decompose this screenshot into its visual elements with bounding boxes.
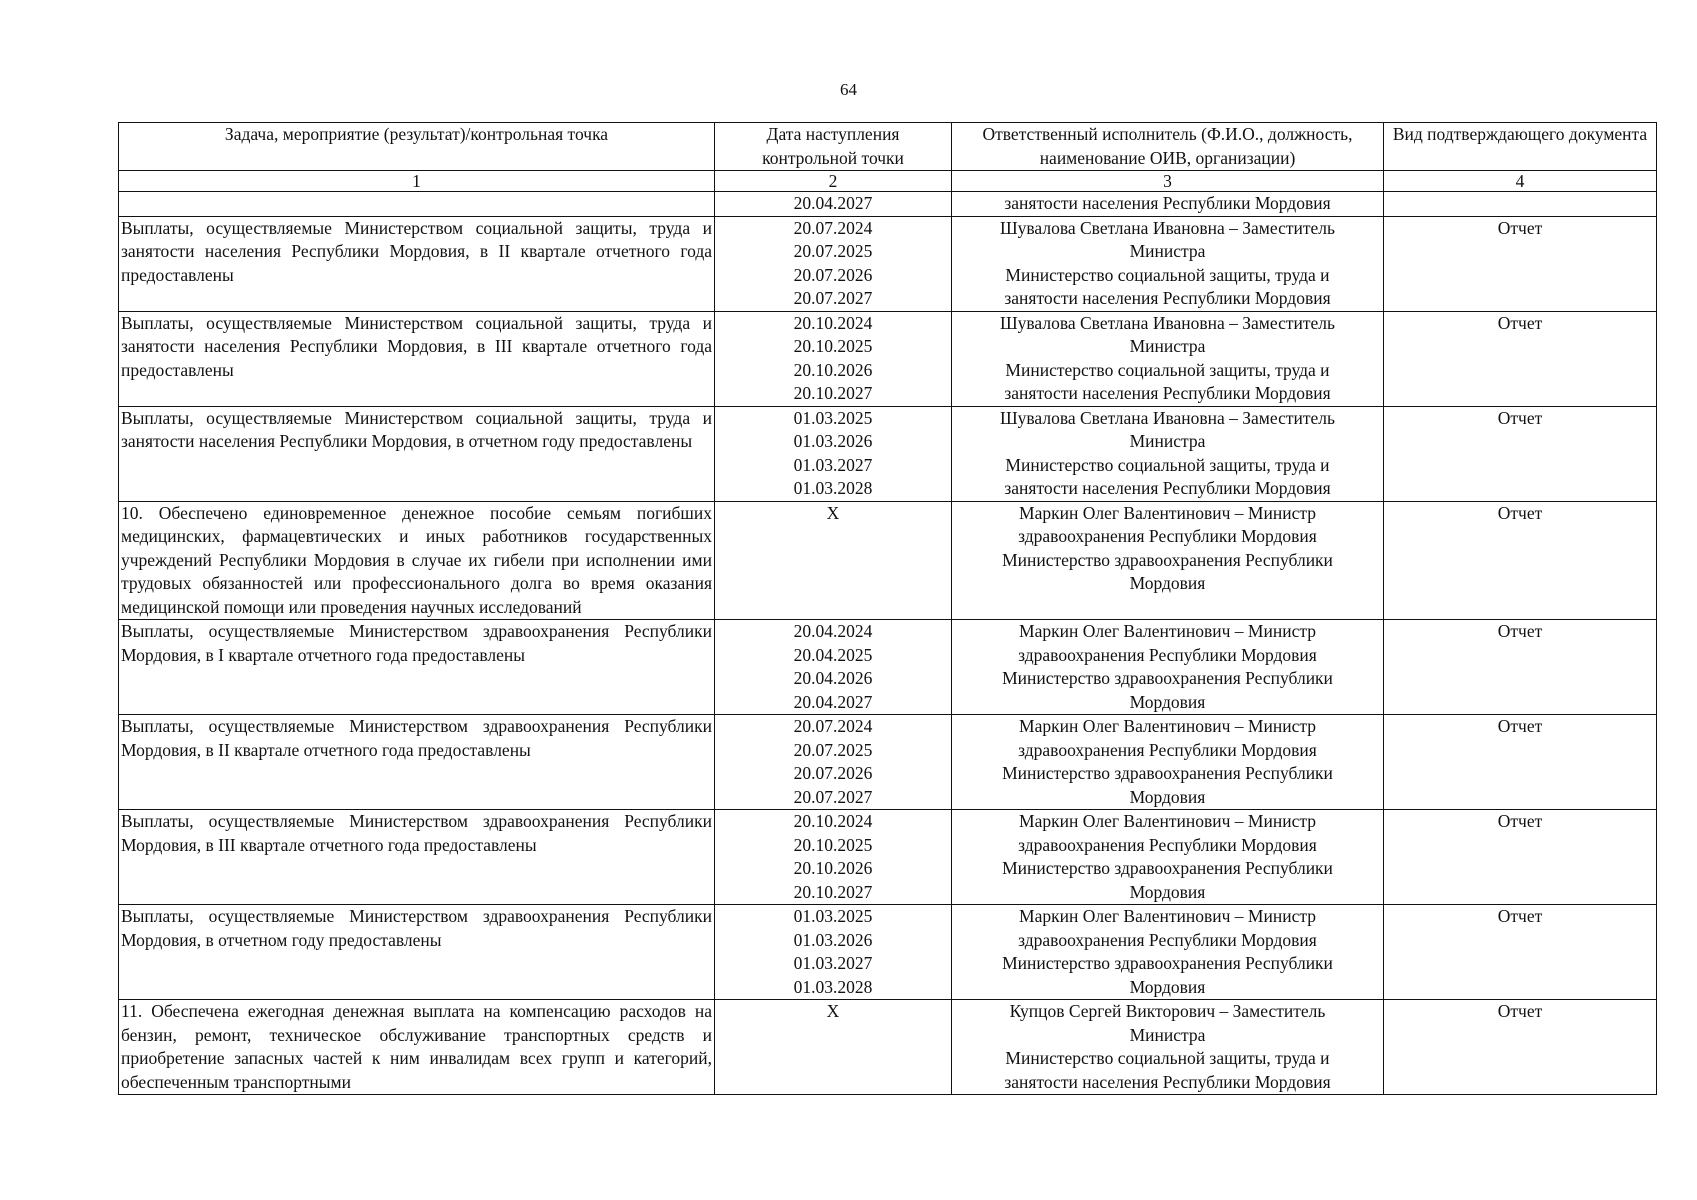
control-date: 01.03.2028 — [793, 976, 873, 997]
responsible-line: занятости населения Республики Мордовия — [1004, 478, 1331, 498]
table-row — [119, 905, 1657, 1000]
control-date: 20.04.2025 — [793, 644, 873, 665]
table-header-row — [119, 123, 1657, 171]
responsible-cell — [952, 620, 1384, 715]
control-date: 20.04.2027 — [793, 193, 873, 213]
responsible-line: Мордовия — [1129, 976, 1206, 997]
responsible-line: занятости населения Республики Мордовия — [1004, 1071, 1331, 1092]
control-date: 01.03.2026 — [793, 431, 873, 451]
table-row — [119, 810, 1657, 905]
page-number: 64 — [840, 80, 857, 99]
responsible-line: Мордовия — [1129, 573, 1206, 593]
date-cell — [715, 192, 952, 217]
control-date: 20.10.2027 — [793, 383, 873, 403]
control-date: 20.07.2025 — [793, 739, 873, 760]
responsible-line: Маркин Олег Валентинович – Министр — [1019, 621, 1316, 641]
responsible-line: здравоохранения Республики Мордовия — [1018, 739, 1317, 760]
date-cell — [715, 1000, 952, 1095]
header-document-type: Вид подтверждающего документа — [1384, 123, 1657, 171]
responsible-line: здравоохранения Республики Мордовия — [1018, 834, 1317, 855]
control-date: 20.07.2025 — [793, 241, 873, 261]
responsible-line: занятости населения Республики Мордовия — [1004, 383, 1331, 403]
control-date: 01.03.2028 — [793, 478, 873, 498]
responsible-line: Мордовия — [1129, 881, 1206, 902]
table-row — [119, 216, 1657, 311]
date-cell — [715, 501, 952, 620]
control-date: 20.07.2027 — [793, 288, 873, 308]
control-date: 20.04.2024 — [793, 621, 873, 641]
responsible-cell — [952, 501, 1384, 620]
control-date: 20.10.2026 — [793, 858, 873, 878]
table-row — [119, 406, 1657, 501]
task-cell: 10. Обеспечено единовременное денежное пособие семьям погибших медицинских, фармацевтических и иных работников государственных учреждений Республики Мордовия в случае их гибели при исполнении ими трудовых обязанностей или профессионального долга во время оказания медицинской помощи или проведения научных исследований — [119, 501, 715, 620]
table-row — [119, 620, 1657, 715]
task-cell: 11. Обеспечена ежегодная денежная выплата на компенсацию расходов на бензин, ремонт, техническое обслуживание транспортных средств и приобретение запасных частей к ним инвалидам всех групп и категорий, обеспеченным транспортными — [119, 1000, 715, 1095]
task-cell — [119, 192, 715, 217]
responsible-line: здравоохранения Республики Мордовия — [1018, 929, 1317, 950]
responsible-cell — [952, 810, 1384, 905]
control-date: 20.10.2025 — [793, 336, 873, 356]
control-date: 20.10.2027 — [793, 881, 873, 902]
responsible-cell — [952, 406, 1384, 501]
responsible-line: Министерство здравоохранения Республики — [1002, 763, 1333, 783]
control-date: 20.07.2026 — [793, 763, 873, 783]
control-date: 20.10.2024 — [793, 811, 873, 831]
responsible-cell — [952, 216, 1384, 311]
responsible-line: здравоохранения Республики Мордовия — [1018, 644, 1317, 665]
responsible-line: Шувалова Светлана Ивановна – Заместитель — [999, 217, 1335, 238]
column-number: 4 — [1384, 171, 1657, 192]
task-cell: Выплаты, осуществляемые Министерством социальной защиты, труда и занятости населения Республики Мордовия, в II квартале отчетного года предоставлены — [119, 216, 715, 311]
control-date: 20.07.2027 — [793, 786, 873, 807]
document-type-cell: Отчет — [1384, 311, 1657, 406]
responsible-line: Министерство социальной защиты, труда и — [1005, 264, 1330, 285]
control-date: X — [826, 1001, 840, 1021]
control-date: 20.04.2026 — [793, 668, 873, 688]
table-body — [119, 192, 1657, 1095]
control-date: 01.03.2027 — [793, 454, 873, 475]
responsible-line: занятости населения Республики Мордовия — [1004, 193, 1331, 213]
column-number: 3 — [952, 171, 1384, 192]
control-date: 01.03.2025 — [793, 407, 873, 428]
responsible-line: Министерство здравоохранения Республики — [1002, 858, 1333, 878]
date-cell — [715, 905, 952, 1000]
control-date: X — [826, 502, 840, 523]
responsible-cell — [952, 905, 1384, 1000]
task-cell: Выплаты, осуществляемые Министерством здравоохранения Республики Мордовия, в III квартале отчетного года предоставлены — [119, 810, 715, 905]
responsible-line: Мордовия — [1129, 691, 1206, 712]
document-type-cell: Отчет — [1384, 501, 1657, 620]
responsible-line: Министра — [1129, 431, 1206, 451]
date-cell — [715, 620, 952, 715]
responsible-line: Маркин Олег Валентинович – Министр — [1019, 811, 1316, 831]
table-row — [119, 501, 1657, 620]
document-type-cell: Отчет — [1384, 1000, 1657, 1095]
responsible-line: Маркин Олег Валентинович – Министр — [1019, 906, 1316, 926]
header-responsible: Ответственный исполнитель (Ф.И.О., должность, наименование ОИВ, организации) — [952, 123, 1384, 171]
responsible-line: Министерство здравоохранения Республики — [1002, 668, 1333, 688]
document-type-cell: Отчет — [1384, 406, 1657, 501]
responsible-cell — [952, 311, 1384, 406]
column-number: 1 — [119, 171, 715, 192]
table-row — [119, 1000, 1657, 1095]
task-cell: Выплаты, осуществляемые Министерством социальной защиты, труда и занятости населения Республики Мордовия, в III квартале отчетного года предоставлены — [119, 311, 715, 406]
control-date: 20.04.2027 — [793, 691, 873, 712]
document-type-cell: Отчет — [1384, 620, 1657, 715]
header-task: Задача, мероприятие (результат)/контрольная точка — [119, 123, 715, 171]
column-number-row — [119, 171, 1657, 192]
responsible-line: Министерство социальной защиты, труда и — [1005, 1048, 1330, 1068]
document-type-cell — [1384, 192, 1657, 217]
responsible-line: Маркин Олег Валентинович – Министр — [1019, 502, 1316, 523]
responsible-line: Шувалова Светлана Ивановна – Заместитель — [999, 407, 1335, 428]
header-date: Дата наступления контрольной точки — [715, 123, 952, 171]
table-row — [119, 192, 1657, 217]
responsible-line: Министерство социальной защиты, труда и — [1005, 454, 1330, 475]
date-cell — [715, 810, 952, 905]
date-cell — [715, 311, 952, 406]
responsible-line: Маркин Олег Валентинович – Министр — [1019, 716, 1316, 736]
task-cell: Выплаты, осуществляемые Министерством здравоохранения Республики Мордовия, в отчетном году предоставлены — [119, 905, 715, 1000]
table-row — [119, 311, 1657, 406]
table-row — [119, 715, 1657, 810]
control-date: 20.07.2024 — [793, 217, 873, 238]
responsible-cell — [952, 192, 1384, 217]
control-date: 20.10.2024 — [793, 312, 873, 333]
control-date: 20.07.2026 — [793, 264, 873, 285]
document-type-cell: Отчет — [1384, 905, 1657, 1000]
control-date: 20.10.2026 — [793, 359, 873, 380]
date-cell — [715, 406, 952, 501]
responsible-line: Министра — [1129, 1024, 1206, 1045]
responsible-line: Министра — [1129, 336, 1206, 356]
control-points-table — [118, 122, 1657, 1095]
document-type-cell: Отчет — [1384, 216, 1657, 311]
task-cell: Выплаты, осуществляемые Министерством здравоохранения Республики Мордовия, в II квартале отчетного года предоставлены — [119, 715, 715, 810]
control-date: 01.03.2025 — [793, 906, 873, 926]
task-cell: Выплаты, осуществляемые Министерством социальной защиты, труда и занятости населения Республики Мордовия, в отчетном году предоставлены — [119, 406, 715, 501]
control-date: 01.03.2026 — [793, 929, 873, 950]
responsible-line: Министерство социальной защиты, труда и — [1005, 359, 1330, 380]
responsible-line: Министра — [1129, 241, 1206, 261]
column-number: 2 — [715, 171, 952, 192]
responsible-cell — [952, 1000, 1384, 1095]
control-date: 20.07.2024 — [793, 716, 873, 736]
control-date: 20.10.2025 — [793, 834, 873, 855]
responsible-line: Министерство здравоохранения Республики — [1002, 549, 1333, 570]
date-cell — [715, 715, 952, 810]
date-cell — [715, 216, 952, 311]
responsible-line: здравоохранения Республики Мордовия — [1018, 526, 1317, 546]
responsible-line: Министерство здравоохранения Республики — [1002, 953, 1333, 973]
task-cell: Выплаты, осуществляемые Министерством здравоохранения Республики Мордовия, в I квартале отчетного года предоставлены — [119, 620, 715, 715]
responsible-line: Шувалова Светлана Ивановна – Заместитель — [999, 312, 1335, 333]
document-type-cell: Отчет — [1384, 715, 1657, 810]
control-date: 01.03.2027 — [793, 953, 873, 973]
responsible-line: Мордовия — [1129, 786, 1206, 807]
responsible-line: Купцов Сергей Викторович – Заместитель — [1009, 1001, 1326, 1021]
responsible-cell — [952, 715, 1384, 810]
responsible-line: занятости населения Республики Мордовия — [1004, 288, 1331, 308]
document-type-cell: Отчет — [1384, 810, 1657, 905]
